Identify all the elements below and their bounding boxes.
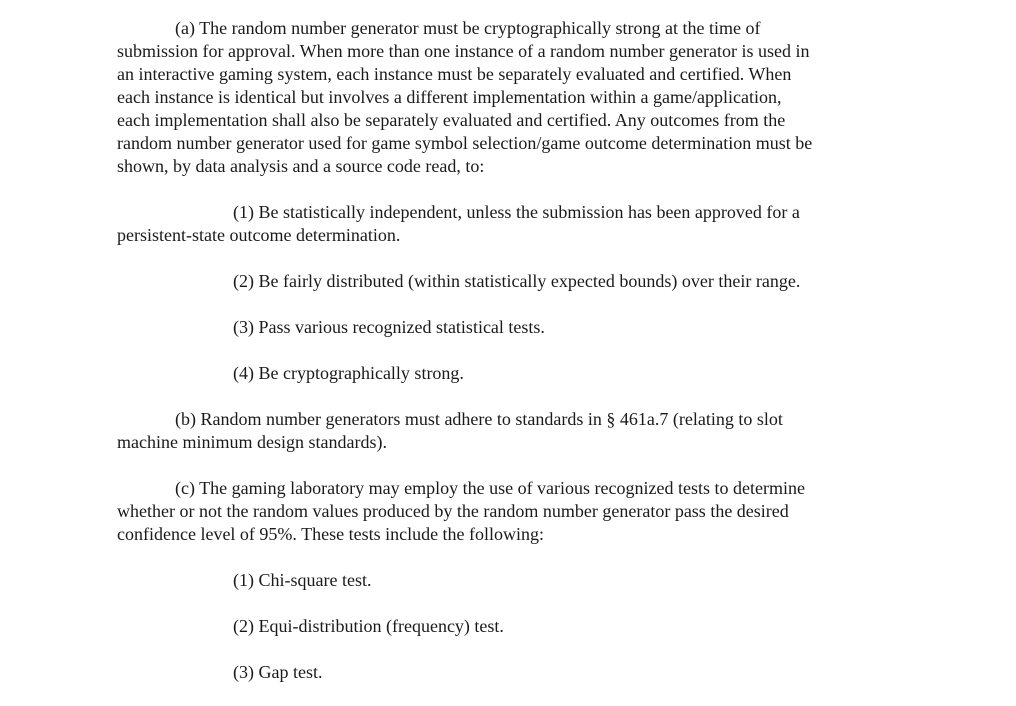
paragraph-c-3: (3) Gap test. [233,662,323,682]
paragraph-a-1 [117,201,907,247]
paragraph-a-line: an interactive gaming system, each instance must be separately evaluated and certified. When [117,64,792,84]
paragraph-a-line: (a) The random number generator must be cryptographically strong at the time of [175,18,761,38]
paragraph-b [117,408,907,454]
paragraph-c-line: (c) The gaming laboratory may employ the use of various recognized tests to determine [175,478,805,498]
paragraph-a [117,17,907,178]
paragraph-a-line: each instance is identical but involves a different implementation within a game/application, [117,87,782,107]
paragraph-a-line: submission for approval. When more than one instance of a random number generator is used in [117,41,810,61]
paragraph-c-line: confidence level of 95%. These tests include the following: [117,524,545,544]
paragraph-a-line: random number generator used for game symbol selection/game outcome determination must be [117,133,813,153]
paragraph-c-1: (1) Chi-square test. [233,570,372,590]
paragraph-a-3: (3) Pass various recognized statistical tests. [233,317,545,337]
paragraph-a-4: (4) Be cryptographically strong. [233,363,464,383]
paragraph-a-1-line: (1) Be statistically independent, unless the submission has been approved for a [233,202,800,222]
paragraph-a-line: shown, by data analysis and a source code read, to: [117,156,485,176]
paragraph-c-line: whether or not the random values produced by the random number generator pass the desired [117,501,789,521]
paragraph-c-2: (2) Equi-distribution (frequency) test. [233,616,504,636]
paragraph-b-line: (b) Random number generators must adhere to standards in § 461a.7 (relating to slot [175,409,783,429]
paragraph-a-2: (2) Be fairly distributed (within statistically expected bounds) over their range. [233,271,801,291]
paragraph-a-line: each implementation shall also be separately evaluated and certified. Any outcomes from the [117,110,786,130]
paragraph-c [117,477,907,546]
paragraph-b-line: machine minimum design standards). [117,432,387,452]
paragraph-a-1-line: persistent-state outcome determination. [117,225,401,245]
